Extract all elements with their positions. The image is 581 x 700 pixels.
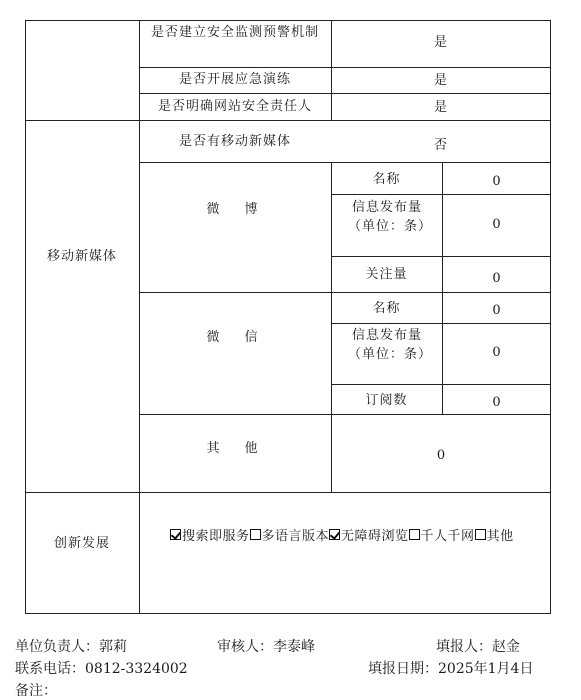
weibo-publish-label: 信息发布量（单位：条） <box>348 200 433 234</box>
innovation-section-label: 创新发展 <box>53 536 110 551</box>
row-line-4 <box>139 162 551 163</box>
wechat-name-label: 名称 <box>372 301 401 316</box>
fill-date <box>368 658 533 678</box>
row-line-weibo-2 <box>331 256 551 257</box>
row-line-wechat-2 <box>331 384 551 385</box>
mobile-section-label: 移动新媒体 <box>46 249 117 264</box>
remark <box>15 680 57 700</box>
other-label: 其 他 <box>206 441 264 456</box>
drill-value: 是 <box>433 73 448 88</box>
row-line-7 <box>25 492 551 493</box>
wechat-label: 微 信 <box>206 330 264 345</box>
checkbox-other[interactable] <box>475 529 486 540</box>
row-line-6 <box>139 414 551 415</box>
option-search-service-label: 搜索即服务 <box>182 529 250 544</box>
date-value: 2025年1月4日 <box>438 661 534 677</box>
col-divider-3 <box>442 162 443 414</box>
filler-label: 填报人： <box>436 639 492 655</box>
filler-value: 赵金 <box>492 639 520 655</box>
phone-value: 0812-3324002 <box>85 661 188 677</box>
col-divider-2-media <box>331 162 332 492</box>
wechat-subscribe-label: 订阅数 <box>365 393 408 408</box>
row-line-2 <box>139 93 551 94</box>
wechat-subscribe-value: 0 <box>492 395 501 410</box>
row-line-wechat-1 <box>331 323 551 324</box>
row-line-5 <box>139 292 551 293</box>
wechat-publish-value: 0 <box>492 345 501 360</box>
warning-label: 是否建立安全监测预警机制 <box>150 25 319 40</box>
checkbox-multilingual[interactable] <box>250 529 261 540</box>
wechat-name-value: 0 <box>492 303 501 318</box>
unit-head-label: 单位负责人： <box>15 639 99 655</box>
weibo-name-value: 0 <box>492 174 501 189</box>
row-line-1 <box>139 67 551 68</box>
reviewer <box>217 636 315 656</box>
phone <box>15 658 188 678</box>
drill-label: 是否开展应急演练 <box>178 72 291 87</box>
option-multilingual-label: 多语言版本 <box>261 529 330 544</box>
reviewer-value: 李泰峰 <box>273 639 315 655</box>
weibo-follow-label: 关注量 <box>365 267 408 282</box>
date-label: 填报日期： <box>368 661 438 677</box>
checkbox-search-service[interactable] <box>170 529 181 540</box>
row-line-3 <box>25 120 551 121</box>
row-line-weibo-1 <box>331 194 551 195</box>
filler <box>436 636 520 656</box>
phone-label: 联系电话： <box>15 661 85 677</box>
option-accessible-label: 无障碍浏览 <box>341 529 409 544</box>
option-other-label: 其他 <box>486 529 514 544</box>
checkbox-accessible[interactable] <box>329 529 340 540</box>
wechat-publish-label: 信息发布量（单位：条） <box>348 328 433 362</box>
weibo-follow-value: 0 <box>492 271 501 286</box>
unit-head <box>15 636 127 656</box>
option-personalized-label: 千人千网 <box>420 529 475 544</box>
remark-label: 备注： <box>15 683 57 699</box>
mobile-has-value: 否 <box>433 138 448 153</box>
other-value: 0 <box>436 448 446 463</box>
responsible-value: 是 <box>433 100 448 115</box>
reviewer-label: 审核人： <box>217 639 273 655</box>
warning-value: 是 <box>433 35 448 50</box>
weibo-publish-value: 0 <box>492 217 501 232</box>
responsible-label: 是否明确网站安全责任人 <box>157 99 312 114</box>
weibo-label: 微 博 <box>206 202 264 217</box>
innovation-options <box>170 525 514 544</box>
weibo-name-label: 名称 <box>372 172 401 187</box>
mobile-has-label: 是否有移动新媒体 <box>178 134 291 149</box>
checkbox-personalized[interactable] <box>409 529 420 540</box>
unit-head-value: 郭莉 <box>99 639 127 655</box>
